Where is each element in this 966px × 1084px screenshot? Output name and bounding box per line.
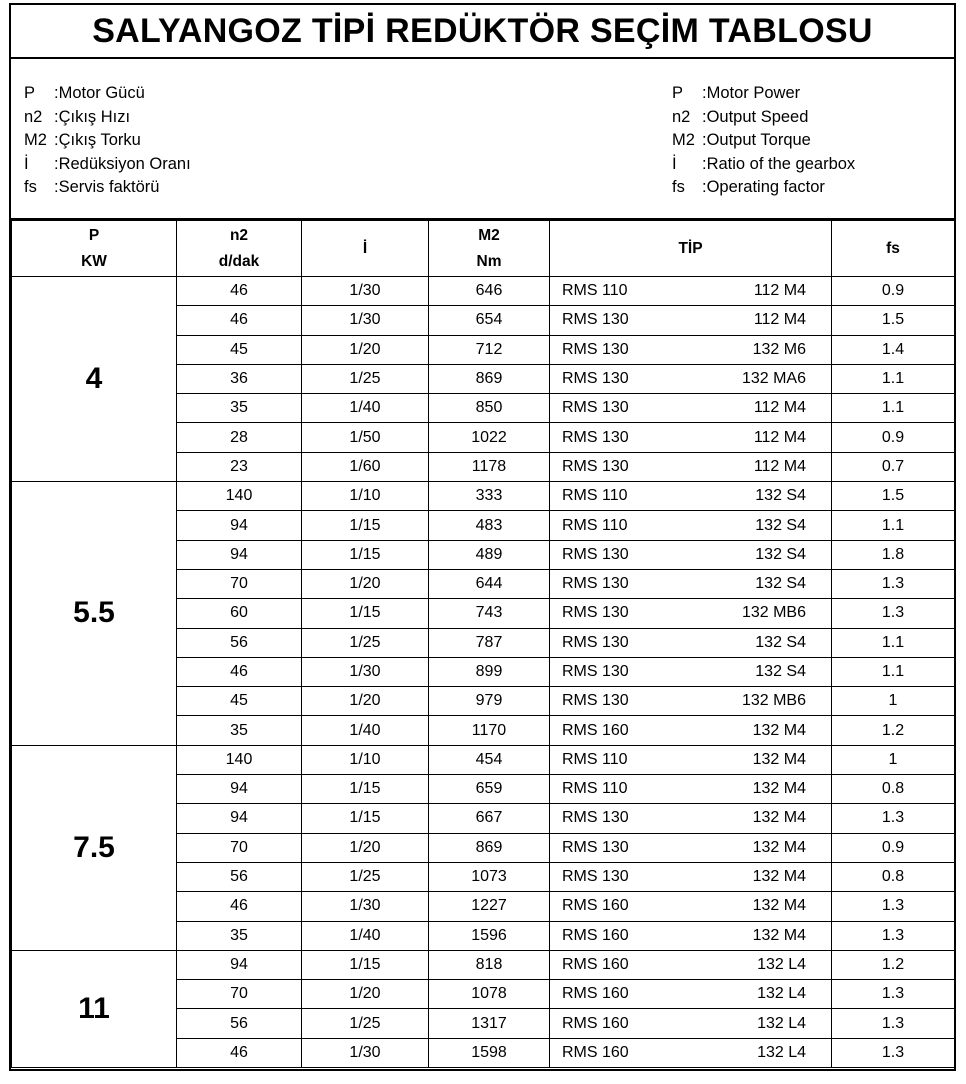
type-cell-inner [550, 399, 831, 417]
torque-cell: 712 [429, 335, 550, 364]
speed-cell: 45 [177, 687, 302, 716]
speed-cell: 35 [177, 716, 302, 745]
speed-cell: 35 [177, 394, 302, 423]
ratio-cell: 1/30 [302, 306, 429, 335]
ratio-cell: 1/30 [302, 657, 429, 686]
torque-cell: 1078 [429, 980, 550, 1009]
speed-cell: 46 [177, 657, 302, 686]
service-factor-cell: 1.3 [832, 1038, 955, 1067]
motor-type: 132 MB6 [741, 604, 806, 622]
type-cell [550, 1009, 832, 1038]
service-factor-cell: 0.8 [832, 775, 955, 804]
service-factor-cell: 1.5 [832, 482, 955, 511]
type-cell [550, 277, 832, 306]
type-cell-inner [550, 692, 831, 710]
type-cell-inner [550, 604, 831, 622]
gearbox-type: RMS 130 [562, 663, 629, 680]
ratio-cell: 1/30 [302, 277, 429, 306]
gearbox-type: RMS 110 [562, 516, 628, 534]
torque-cell: 1178 [429, 452, 550, 481]
gearbox-type: RMS 110 [562, 487, 628, 505]
ratio-cell: 1/10 [302, 482, 429, 511]
gearbox-type: RMS 160 [562, 955, 629, 973]
motor-type: 132 S4 [755, 663, 806, 680]
motor-type: 132 S4 [755, 516, 806, 534]
header-power-unit: KW [81, 252, 107, 270]
type-cell-inner [550, 722, 831, 740]
motor-type: 132 S4 [755, 633, 806, 651]
legend-text: :Motor Power [702, 84, 801, 102]
motor-type: 132 S4 [755, 487, 806, 505]
motor-type: 132 M4 [752, 721, 806, 739]
type-cell [550, 482, 832, 511]
gearbox-type: RMS 160 [562, 721, 629, 739]
ratio-cell: 1/15 [302, 775, 429, 804]
torque-cell: 850 [429, 394, 550, 423]
ratio-cell: 1/20 [302, 335, 429, 364]
ratio-cell: 1/30 [302, 1038, 429, 1067]
speed-cell: 46 [177, 892, 302, 921]
power-cell: 4 [12, 277, 177, 482]
header-type: TİP [550, 221, 832, 277]
type-cell-inner [550, 809, 831, 827]
ratio-cell: 1/30 [302, 892, 429, 921]
motor-type: 132 S4 [755, 545, 806, 563]
gearbox-type: RMS 130 [562, 370, 629, 388]
service-factor-cell: 1.1 [832, 628, 955, 657]
type-cell [550, 775, 832, 804]
torque-cell: 818 [429, 950, 550, 979]
service-factor-cell: 1.1 [832, 394, 955, 423]
service-factor-cell: 1.3 [832, 980, 955, 1009]
type-cell-inner [550, 780, 831, 798]
legend-key: M2 [24, 131, 47, 149]
legend-key: n2 [24, 107, 43, 126]
ratio-cell: 1/25 [302, 862, 429, 891]
type-cell [550, 950, 832, 979]
service-factor-cell: 1.1 [832, 657, 955, 686]
type-cell-inner [550, 517, 831, 535]
speed-cell: 28 [177, 423, 302, 452]
motor-type: 132 M6 [752, 340, 806, 358]
torque-cell: 869 [429, 833, 550, 862]
motor-type: 132 L4 [757, 985, 806, 1003]
motor-type: 112 M4 [753, 428, 806, 446]
ratio-cell: 1/20 [302, 569, 429, 598]
service-factor-cell: 0.7 [832, 452, 955, 481]
motor-type: 112 M4 [753, 311, 806, 329]
gearbox-type: RMS 130 [562, 838, 629, 856]
type-cell [550, 980, 832, 1009]
gearbox-type: RMS 110 [562, 282, 628, 300]
page-title: SALYANGOZ TİPİ REDÜKTÖR SEÇİM TABLOSU [11, 5, 954, 59]
header-torque-unit: Nm [476, 252, 502, 270]
service-factor-cell: 0.9 [832, 277, 955, 306]
type-cell [550, 657, 832, 686]
legend-text: :Çıkış Hızı [54, 107, 131, 126]
power-cell: 7.5 [12, 745, 177, 950]
header-ratio: İ [302, 221, 429, 277]
type-cell-inner [550, 575, 831, 593]
service-factor-cell: 1.3 [832, 569, 955, 598]
legend-key: M2 [672, 131, 695, 149]
torque-cell: 869 [429, 364, 550, 393]
ratio-cell: 1/20 [302, 833, 429, 862]
legend-item [672, 176, 855, 200]
motor-type: 132 MA6 [741, 370, 806, 388]
ratio-cell: 1/15 [302, 804, 429, 833]
motor-type: 112 M4 [753, 457, 806, 475]
speed-cell: 56 [177, 1009, 302, 1038]
ratio-cell: 1/20 [302, 980, 429, 1009]
type-cell-inner [550, 897, 831, 915]
header-power [12, 221, 177, 277]
ratio-cell: 1/25 [302, 1009, 429, 1038]
gearbox-type: RMS 160 [562, 985, 629, 1003]
ratio-cell: 1/60 [302, 452, 429, 481]
type-cell-inner [550, 839, 831, 857]
legend-item [672, 106, 855, 130]
ratio-cell: 1/50 [302, 423, 429, 452]
service-factor-cell: 1.5 [832, 306, 955, 335]
gearbox-type: RMS 130 [562, 868, 629, 886]
power-cell: 5.5 [12, 482, 177, 746]
service-factor-cell: 1 [832, 687, 955, 716]
type-cell-inner [550, 956, 831, 974]
type-cell-inner [550, 1015, 831, 1033]
header-torque-label: M2 [478, 226, 500, 244]
type-cell [550, 335, 832, 364]
speed-cell: 70 [177, 569, 302, 598]
header-speed-label: n2 [229, 226, 249, 244]
speed-cell: 35 [177, 921, 302, 950]
table-body [12, 277, 955, 1068]
gearbox-type: RMS 110 [562, 750, 628, 768]
service-factor-cell: 1.1 [832, 511, 955, 540]
legend-key: İ [672, 154, 677, 173]
service-factor-cell: 1.3 [832, 1009, 955, 1038]
ratio-cell: 1/15 [302, 599, 429, 628]
gearbox-type: RMS 110 [562, 780, 628, 798]
motor-type: 132 L4 [757, 955, 806, 973]
type-cell-inner [550, 634, 831, 652]
motor-type: 112 M4 [753, 399, 806, 417]
type-cell [550, 687, 832, 716]
motor-type: 132 M4 [752, 926, 806, 944]
gearbox-type: RMS 130 [562, 545, 629, 563]
ratio-cell: 1/20 [302, 687, 429, 716]
type-cell-inner [550, 458, 831, 476]
torque-cell: 979 [429, 687, 550, 716]
gearbox-type: RMS 160 [562, 1043, 629, 1061]
type-cell [550, 921, 832, 950]
speed-cell: 94 [177, 511, 302, 540]
gearbox-type: RMS 130 [562, 575, 629, 593]
legend-item [672, 129, 855, 153]
legend-text: :Redüksiyon Oranı [54, 154, 191, 173]
speed-cell: 94 [177, 540, 302, 569]
type-cell [550, 745, 832, 774]
ratio-cell: 1/10 [302, 745, 429, 774]
service-factor-cell: 1.1 [832, 364, 955, 393]
service-factor-cell: 0.9 [832, 833, 955, 862]
ratio-cell: 1/40 [302, 716, 429, 745]
speed-cell: 140 [177, 482, 302, 511]
gearbox-type: RMS 130 [562, 457, 629, 475]
type-cell [550, 511, 832, 540]
torque-cell: 333 [429, 482, 550, 511]
speed-cell: 94 [177, 804, 302, 833]
legend-text: :Output Speed [702, 107, 809, 126]
power-cell: 11 [12, 950, 177, 1067]
legend-english [672, 82, 855, 200]
selection-table [11, 220, 955, 1068]
torque-cell: 1022 [429, 423, 550, 452]
torque-cell: 454 [429, 745, 550, 774]
table-row [12, 482, 955, 511]
legend-text: :Motor Gücü [54, 84, 145, 102]
service-factor-cell: 0.9 [832, 423, 955, 452]
gearbox-type: RMS 130 [562, 809, 629, 827]
speed-cell: 56 [177, 862, 302, 891]
type-cell [550, 892, 832, 921]
torque-cell: 899 [429, 657, 550, 686]
ratio-cell: 1/40 [302, 921, 429, 950]
torque-cell: 654 [429, 306, 550, 335]
torque-cell: 667 [429, 804, 550, 833]
torque-cell: 646 [429, 277, 550, 306]
motor-type: 132 M4 [752, 780, 806, 798]
service-factor-cell: 0.8 [832, 862, 955, 891]
service-factor-cell: 1.8 [832, 540, 955, 569]
legend-text: :Operating factor [702, 178, 825, 196]
speed-cell: 46 [177, 1038, 302, 1067]
type-cell [550, 569, 832, 598]
type-cell [550, 833, 832, 862]
type-cell-inner [550, 751, 831, 769]
torque-cell: 1317 [429, 1009, 550, 1038]
type-cell [550, 394, 832, 423]
legend-item [24, 176, 191, 200]
service-factor-cell: 1.4 [832, 335, 955, 364]
speed-cell: 46 [177, 277, 302, 306]
speed-cell: 70 [177, 833, 302, 862]
motor-type: 132 M4 [752, 897, 806, 915]
legend-panel [11, 59, 954, 220]
motor-type: 132 S4 [755, 575, 806, 593]
speed-cell: 140 [177, 745, 302, 774]
service-factor-cell: 1.2 [832, 716, 955, 745]
torque-cell: 1227 [429, 892, 550, 921]
type-cell [550, 423, 832, 452]
header-speed-unit: d/dak [218, 252, 260, 270]
motor-type: 132 L4 [757, 1043, 806, 1061]
torque-cell: 1596 [429, 921, 550, 950]
torque-cell: 489 [429, 540, 550, 569]
legend-key: P [24, 84, 36, 102]
type-cell-inner [550, 370, 831, 388]
type-cell-inner [550, 868, 831, 886]
legend-text: :Servis faktörü [54, 178, 160, 196]
ratio-cell: 1/25 [302, 364, 429, 393]
type-cell-inner [550, 546, 831, 564]
legend-key: fs [24, 178, 37, 196]
legend-turkish [24, 82, 191, 200]
type-cell [550, 628, 832, 657]
selection-sheet [9, 3, 956, 1071]
type-cell-inner [550, 341, 831, 359]
legend-key: n2 [672, 107, 691, 126]
gearbox-type: RMS 130 [562, 692, 629, 710]
service-factor-cell: 1 [832, 745, 955, 774]
table-row [12, 950, 955, 979]
type-cell-inner [550, 663, 831, 681]
legend-item [672, 153, 855, 177]
type-cell [550, 452, 832, 481]
ratio-cell: 1/15 [302, 950, 429, 979]
speed-cell: 46 [177, 306, 302, 335]
speed-cell: 36 [177, 364, 302, 393]
motor-type: 132 M4 [752, 838, 806, 856]
legend-key: P [672, 84, 684, 102]
type-cell-inner [550, 487, 831, 505]
speed-cell: 60 [177, 599, 302, 628]
gearbox-type: RMS 130 [562, 399, 629, 417]
table-header [12, 221, 955, 277]
type-cell-inner [550, 927, 831, 945]
type-cell [550, 1038, 832, 1067]
motor-type: 132 M4 [752, 750, 806, 768]
table-row [12, 277, 955, 306]
legend-key: İ [24, 154, 29, 173]
legend-item [672, 82, 855, 106]
ratio-cell: 1/25 [302, 628, 429, 657]
type-cell-inner [550, 985, 831, 1003]
speed-cell: 94 [177, 950, 302, 979]
torque-cell: 483 [429, 511, 550, 540]
service-factor-cell: 1.3 [832, 892, 955, 921]
legend-item [24, 82, 191, 106]
ratio-cell: 1/15 [302, 511, 429, 540]
gearbox-type: RMS 160 [562, 1014, 629, 1032]
legend-item [24, 153, 191, 177]
torque-cell: 659 [429, 775, 550, 804]
type-cell [550, 306, 832, 335]
torque-cell: 1170 [429, 716, 550, 745]
gearbox-type: RMS 130 [562, 311, 629, 329]
legend-key: fs [672, 178, 685, 196]
ratio-cell: 1/15 [302, 540, 429, 569]
torque-cell: 1073 [429, 862, 550, 891]
ratio-cell: 1/40 [302, 394, 429, 423]
type-cell [550, 716, 832, 745]
motor-type: 132 L4 [757, 1014, 806, 1032]
gearbox-type: RMS 160 [562, 926, 629, 944]
gearbox-type: RMS 160 [562, 897, 629, 915]
service-factor-cell: 1.3 [832, 921, 955, 950]
header-service-factor: fs [832, 221, 955, 277]
motor-type: 132 MB6 [741, 692, 806, 710]
legend-text: :Ratio of the gearbox [702, 154, 856, 173]
legend-item [24, 106, 191, 130]
gearbox-type: RMS 130 [562, 633, 629, 651]
type-cell-inner [550, 282, 831, 300]
torque-cell: 743 [429, 599, 550, 628]
type-cell [550, 540, 832, 569]
table-row [12, 745, 955, 774]
gearbox-type: RMS 130 [562, 340, 629, 358]
type-cell-inner [550, 1044, 831, 1062]
speed-cell: 70 [177, 980, 302, 1009]
service-factor-cell: 1.3 [832, 804, 955, 833]
motor-type: 132 M4 [752, 809, 806, 827]
type-cell-inner [550, 311, 831, 329]
header-speed [177, 221, 302, 277]
motor-type: 132 M4 [752, 868, 806, 886]
torque-cell: 644 [429, 569, 550, 598]
type-cell [550, 364, 832, 393]
motor-type: 112 M4 [753, 282, 806, 300]
service-factor-cell: 1.2 [832, 950, 955, 979]
gearbox-type: RMS 130 [562, 604, 629, 622]
service-factor-cell: 1.3 [832, 599, 955, 628]
header-power-label: P [88, 226, 100, 244]
speed-cell: 94 [177, 775, 302, 804]
speed-cell: 56 [177, 628, 302, 657]
header-torque [429, 221, 550, 277]
type-cell [550, 862, 832, 891]
type-cell-inner [550, 429, 831, 447]
speed-cell: 23 [177, 452, 302, 481]
legend-text: :Çıkış Torku [54, 131, 141, 149]
torque-cell: 1598 [429, 1038, 550, 1067]
legend-text: :Output Torque [702, 131, 811, 149]
legend-item [24, 129, 191, 153]
torque-cell: 787 [429, 628, 550, 657]
type-cell [550, 804, 832, 833]
gearbox-type: RMS 130 [562, 428, 629, 446]
speed-cell: 45 [177, 335, 302, 364]
type-cell [550, 599, 832, 628]
